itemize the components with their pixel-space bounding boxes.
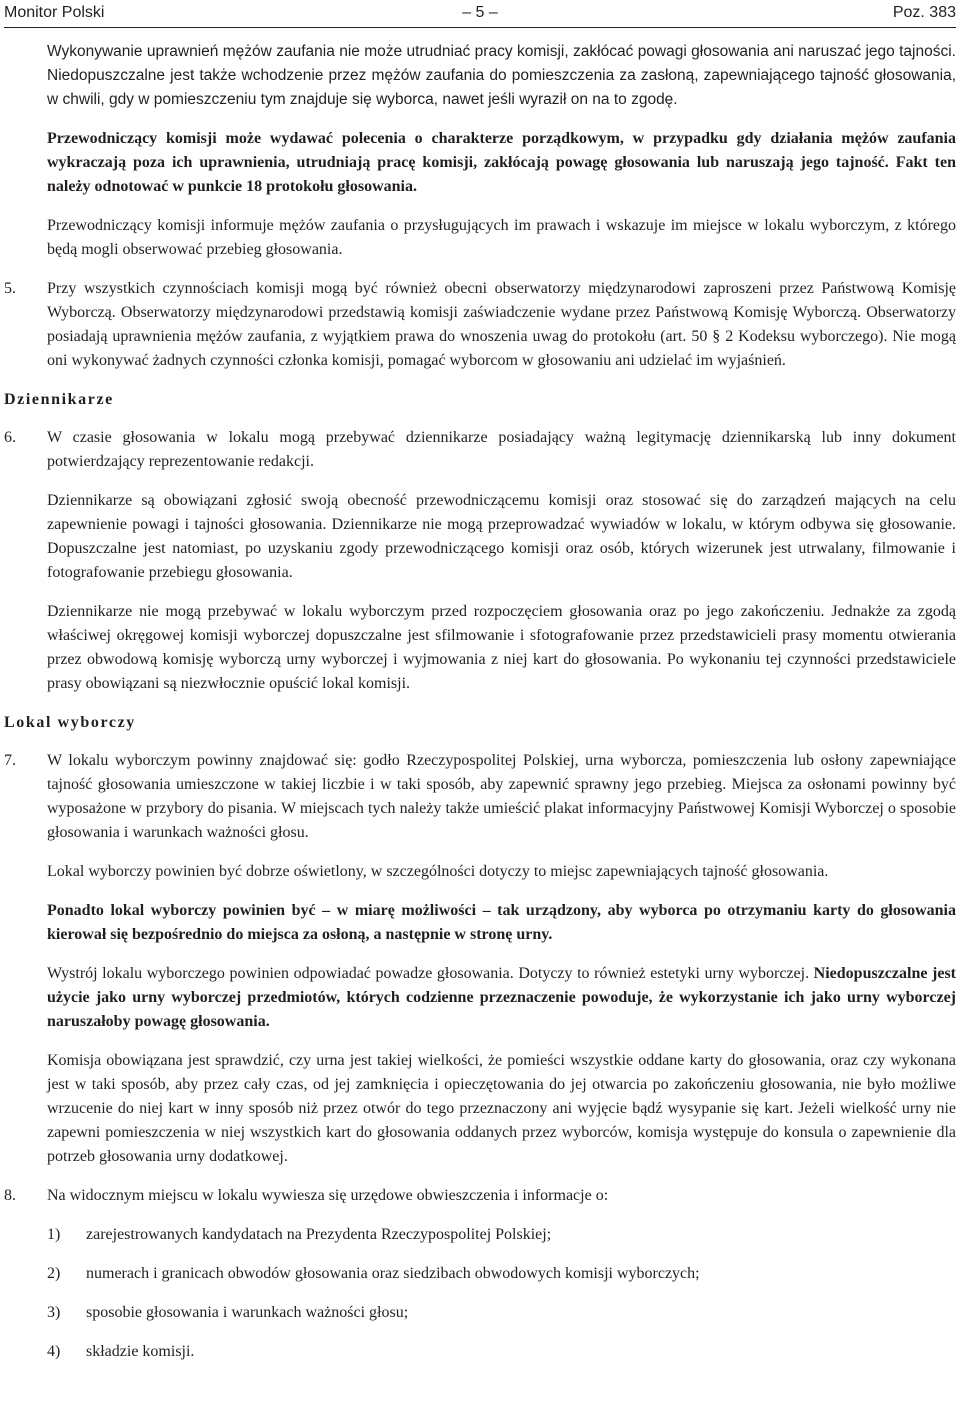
list-item	[47, 1223, 960, 1247]
page-number: – 5 –	[462, 4, 498, 21]
point-text: Na widocznym miejscu w lokalu wywiesza się urzędowe obwieszczenia i informacje o:	[47, 1187, 609, 1204]
list-item-number: 4)	[47, 1343, 61, 1360]
document-body	[0, 40, 960, 1379]
point-number: 8.	[4, 1187, 16, 1204]
point-text: W czasie głosowania w lokalu mogą przebywać dziennikarze posiadający ważną legitymację dziennikarską lub inny dokument potwierdzający reprezentowanie redakcji.	[47, 429, 956, 470]
list-item-text: zarejestrowanych kandydatach na Prezydenta Rzeczypospolitej Polskiej;	[86, 1226, 552, 1243]
paragraph: Lokal wyborczy powinien być dobrze oświetlony, w szczególności dotyczy to miejsc zapewniających tajność głosowania.	[47, 863, 829, 880]
numbered-point	[4, 277, 960, 373]
paragraph: Komisja obowiązana jest sprawdzić, czy urna jest takiej wielkości, że pomieści wszystkie oddane karty do głosowania, oraz czy wykonana jest w taki sposób, aby przez cały czas, od jej zamknięcia i opieczętowania do jej otwarcia po zakończeniu głosowania, nie było możliwe wrzucenie do niej kart w inny sposób niż przez otwór do tego przeznaczony ani wyjęcie bądź wysypanie się kart. Jeżeli wielkość urny nie zapewni pomieszczenia w niej wszystkich kart do głosowania oddanych przez wyborców, komisja występuje do konsula o zapewnienie dla potrzeb głosowania urny dodatkowej.	[47, 1052, 956, 1165]
paragraph-text: Wystrój lokalu wyborczego powinien odpowiadać powadze głosowania. Dotyczy to również estetyki urny wyborczej.	[47, 965, 810, 982]
paragraph-bold: Przewodniczący komisji może wydawać polecenia o charakterze porządkowym, w przypadku gdy działania mężów zaufania wykraczają poza ich uprawnienia, utrudniają pracę komisji, zakłócają powagę głosowania lub naruszają jego tajność. Fakt ten należy odnotować w punkcie 18 protokołu głosowania.	[47, 130, 956, 195]
list-item-number: 3)	[47, 1304, 61, 1321]
paragraph: Dziennikarze nie mogą przebywać w lokalu wyborczym przed rozpoczęciem głosowania oraz po jego zakończeniu. Jednakże za zgodą właściwej okręgowej komisji wyborczej dopuszczalne jest sfilmowanie i sfotografowanie przez przedstawicieli prasy momentu otwierania przez obwodową komisję wyborczą urny wyborczej i wyjmowania z niej kart do głosowania. Po wykonaniu tej czynności przedstawiciele prasy obowiązani są niezwłocznie opuścić lokal komisji.	[47, 603, 956, 692]
list-item	[47, 1262, 960, 1286]
section-heading: Lokal wyborczy	[4, 714, 136, 731]
point-text: Przy wszystkich czynnościach komisji mogą być również obecni obserwatorzy międzynarodowi zaproszeni przez Państwową Komisję Wyborczą. Obserwatorzy międzynarodowi przedstawią komisji zaświadczenie wydane przez Państwową Komisję Wyborczą. Obserwatorzy posiadają uprawnienia mężów zaufania, z wyjątkiem prawa do wnoszenia uwag do protokołu (art. 50 § 2 Kodeksu wyborczego). Nie mogą oni wykonywać żadnych czynności członka komisji, pomagać wyborcom w głosowaniu ani udzielać im wyjaśnień.	[47, 280, 956, 369]
numbered-point	[4, 749, 960, 845]
list-item-number: 2)	[47, 1265, 61, 1282]
list-item-text: sposobie głosowania i warunkach ważności głosu;	[86, 1304, 409, 1321]
list-item-text: składzie komisji.	[86, 1343, 195, 1360]
point-number: 5.	[4, 280, 16, 297]
paragraph-bold: Ponadto lokal wyborczy powinien być – w miarę możliwości – tak urządzony, aby wyborca po otrzymaniu karty do głosowania kierował się bezpośrednio do miejsca za osłoną, a następnie w stronę urny.	[47, 902, 956, 943]
list-item	[47, 1301, 960, 1325]
numbered-point	[4, 426, 960, 474]
point-number: 7.	[4, 752, 16, 769]
paragraph-mixed	[47, 962, 960, 1034]
header-rule	[4, 27, 956, 28]
paragraph: Przewodniczący komisji informuje mężów zaufania o przysługujących im prawach i wskazuje im miejsce w lokalu wyborczym, z którego będą mogli obserwować przebieg głosowania.	[47, 217, 956, 258]
list-item-text: numerach i granicach obwodów głosowania oraz siedzibach obwodowych komisji wyborczych;	[86, 1265, 700, 1282]
paragraph: Dziennikarze są obowiązani zgłosić swoją obecność przewodniczącemu komisji oraz stosować się do zarządzeń mających na celu zapewnienie powagi i tajności głosowania. Dziennikarze nie mogą przeprowadzać wywiadów w lokalu, w którym odbywa się głosowanie. Dopuszczalne jest natomiast, po uzyskaniu zgody przewodniczącego komisji oraz osób, których wizerunek jest utrwalany, filmowanie i fotografowanie przebiegu głosowania.	[47, 492, 956, 581]
numbered-point	[4, 1184, 960, 1208]
point-number: 6.	[4, 429, 16, 446]
position-number: Poz. 383	[892, 4, 956, 21]
list-item	[47, 1340, 960, 1364]
publication-title: Monitor Polski	[4, 4, 105, 21]
list-item-number: 1)	[47, 1226, 61, 1243]
paragraph-bold-text: Niedopuszczalne jest użycie jako urny wyborczej przedmiotów, których codzienne przeznaczenie powoduje, że wykorzystanie ich jako urny wyborczej naruszałoby powagę głosowania.	[47, 965, 956, 1030]
page-header	[4, 2, 956, 26]
paragraph: Wykonywanie uprawnień mężów zaufania nie może utrudniać pracy komisji, zakłócać powagi głosowania ani naruszać jego tajności. Niedopuszczalne jest także wchodzenie przez mężów zaufania do pomieszczenia za zasłoną, zapewniającego tajność głosowania, w chwili, gdy w pomieszczeniu tym znajduje się wyborca, nawet jeśli wyraził on na to zgodę.	[47, 43, 956, 108]
section-heading: Dziennikarze	[4, 391, 114, 408]
point-text: W lokalu wyborczym powinny znajdować się: godło Rzeczypospolitej Polskiej, urna wyborcza, pomieszczenia lub osłony zapewniające tajność głosowania umieszczone w takiej liczbie i w taki sposób, aby zapewnić sprawny jego przebieg. Miejsca za osłonami powinny być wyposażone w przybory do pisania. W miejscach tych należy także umieścić plakat informacyjny Państwowej Komisji Wyborczej o sposobie głosowania i warunkach ważności głosu.	[47, 752, 956, 841]
